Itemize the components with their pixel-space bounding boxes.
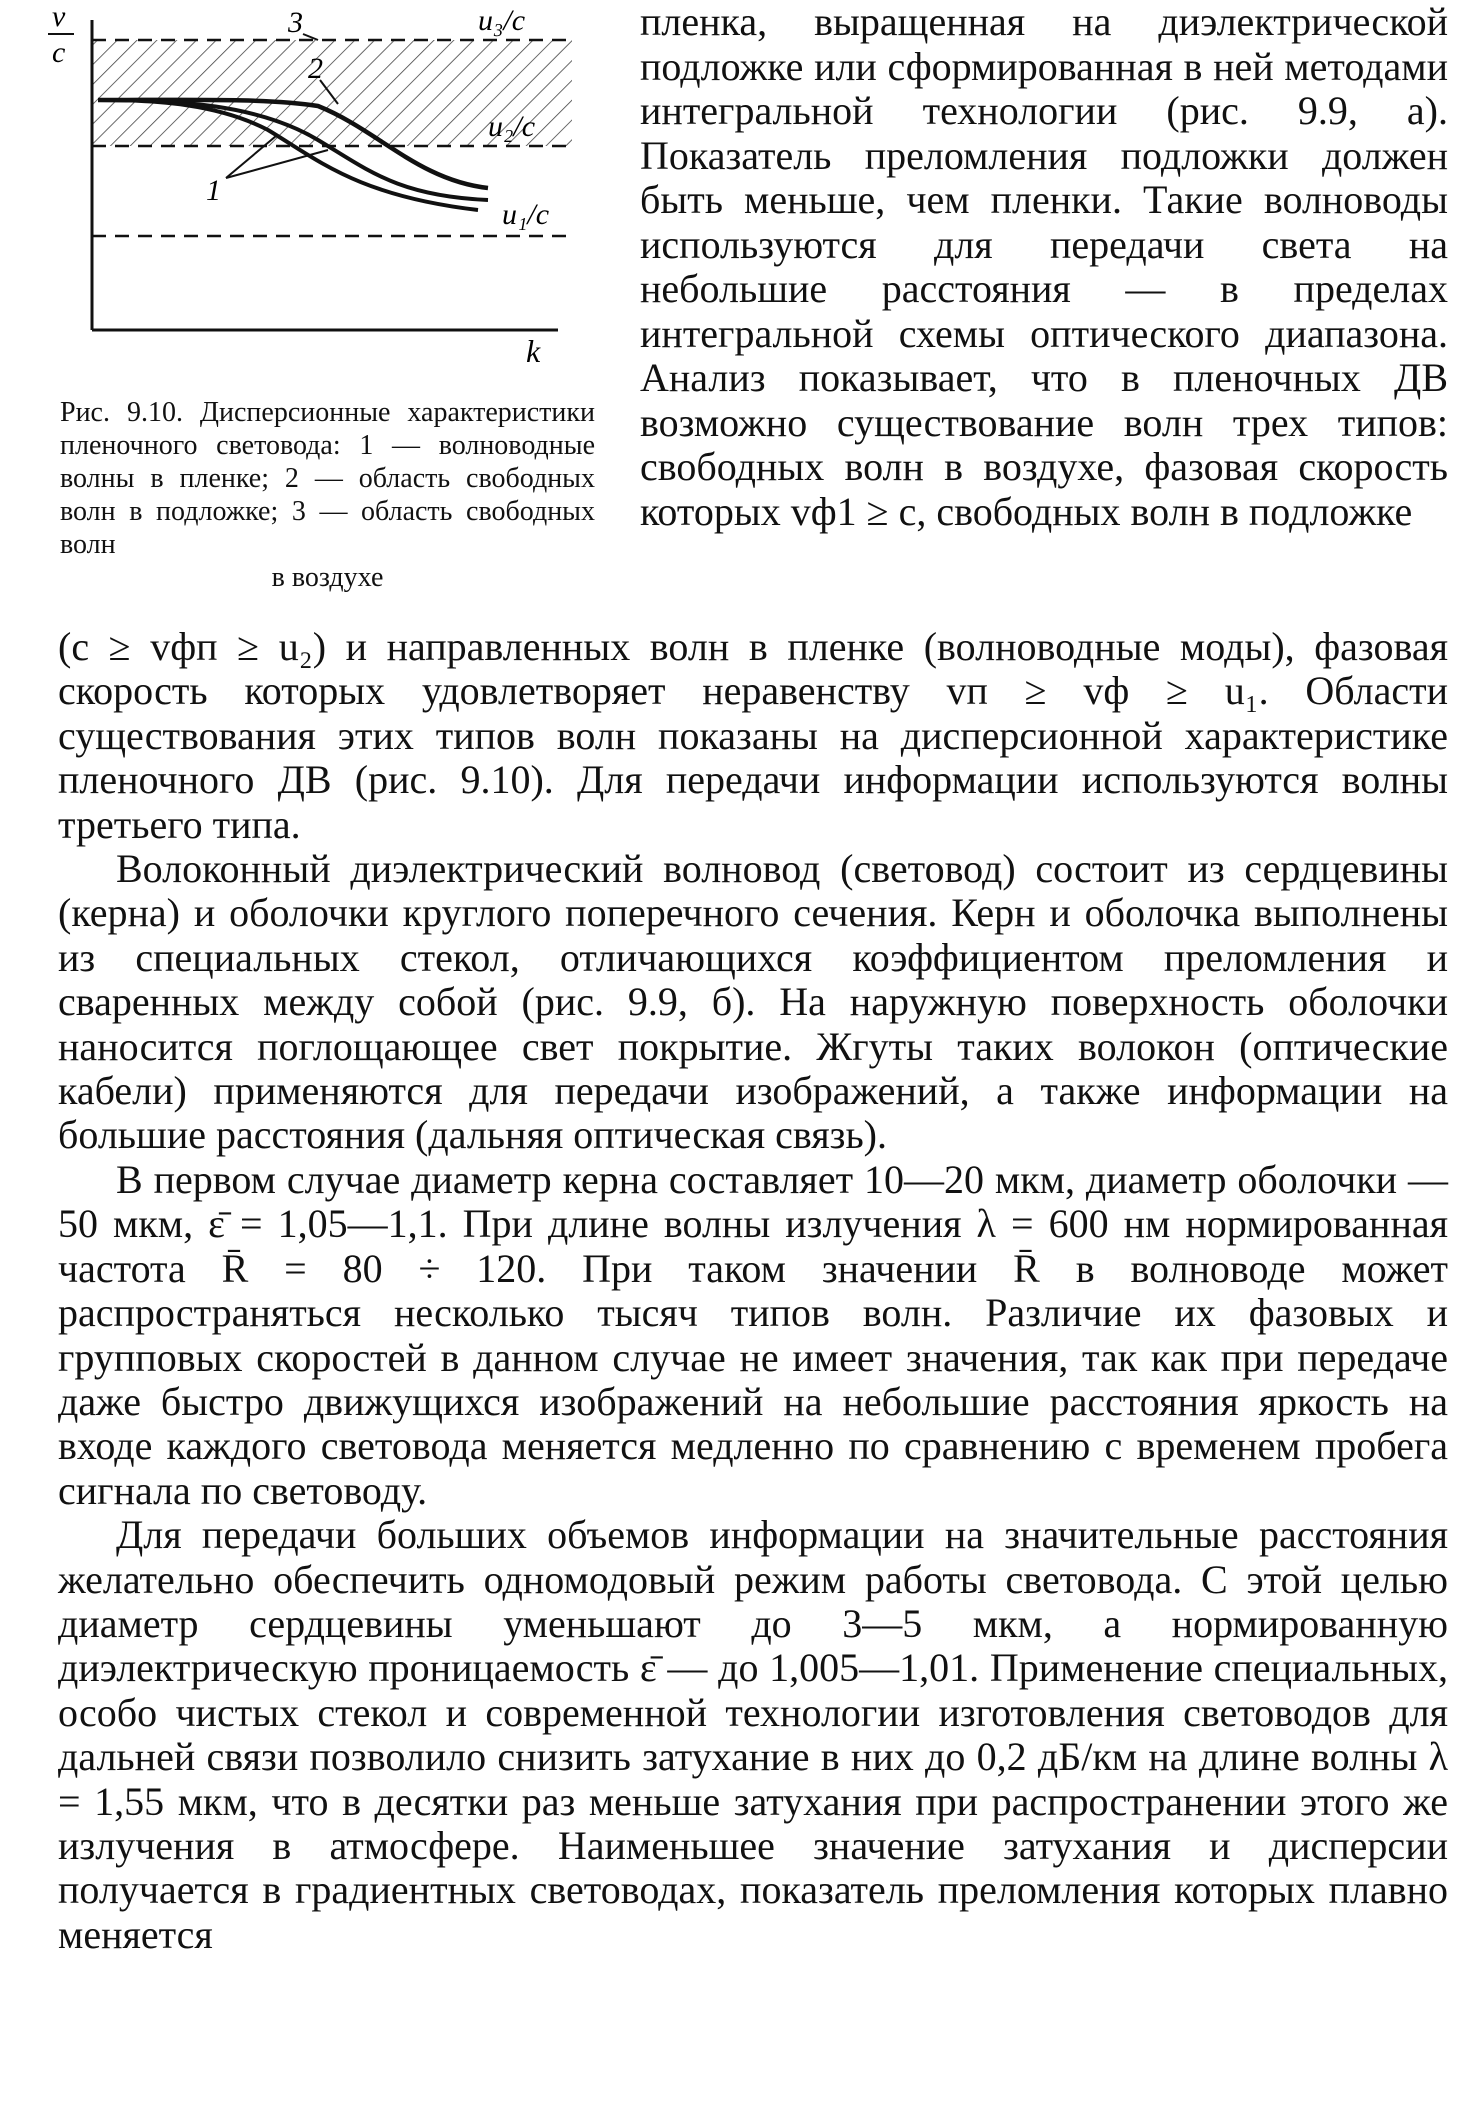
paragraph-1: (c ≥ vфп ≥ u₂) и направленных волн в пленке (волноводные моды), фазовая скорость которых удовлетворяет неравенству vп ≥ vф ≥ u₁. Области существования этих типов волн показаны на дисперсионной характеристике пленочного ДВ (рис. 9.10). Для передачи информации используются волны третьего типа.: [58, 624, 1448, 847]
label-u1: u₁/c: [502, 198, 550, 231]
label-2: 2: [308, 52, 323, 85]
paragraph-2: Волоконный диэлектрический волновод (световод) состоит из сердцевины (керна) и оболочки круглого поперечного сечения. Керн и оболочка выполнены из специальных стекол, отличающихся коэффициентом преломления и сваренных между собой (рис. 9.9, б). На наружную поверхность оболочки наносится поглощающее свет покрытие. Жгуты таких волокон (оптические кабели) применяются для передачи изображений, а также информации на большие расстояния (дальняя оптическая связь).: [58, 846, 1448, 1158]
axis-y-den: c: [52, 36, 66, 69]
axis-x-label: k: [526, 333, 541, 369]
paragraph-3: В первом случае диаметр керна составляет 10—20 мкм, диаметр оболочки — 50 мкм, ε̄ = 1,05—1,1. При длине волны излучения λ = 600 нм нормированная частота R̄ = 80 ÷ 120. При таком значении R̄ в волноводе может распространяться несколько тысяч типов волн. Различие их фазовых и групповых скоростей в данном случае не имеет значения, так как при передаче даже быстро движущихся изображений на небольшие расстояния яркость на входе каждого световода меняется медленно по сравнению с временем пробега сигнала по световоду.: [58, 1156, 1448, 1513]
label-3: 3: [288, 6, 303, 39]
caption-last-line: в воздухе: [271, 562, 384, 593]
dispersion-figure: [38, 0, 598, 380]
axis-y-num: v: [52, 0, 66, 33]
label-u3: u₃/c: [478, 4, 526, 37]
body-text: [58, 625, 1448, 1957]
paragraph-4: Для передачи больших объемов информации на значительные расстояния желательно обеспечить одномодовый режим работы световода. С этой целью диаметр сердцевины уменьшают до 3—5 мкм, а нормированную диэлектрическую проницаемость ε̄ — до 1,005—1,01. Применение специальных, особо чистых стекол и современной технологии изготовления световодов для дальней связи позволило снизить затухание в них до 0,2 дБ/км на длине волны λ = 1,55 мкм, что в десятки раз меньше затухания при распространении этого же излучения в атмосфере. Наименьшее значение затухания и дисперсии получается в градиентных световодах, показатель преломления которых плавно меняется: [58, 1512, 1448, 1957]
label-1: 1: [206, 174, 221, 207]
figure-caption: [60, 396, 595, 594]
label-u2: u₂/c: [488, 110, 536, 143]
caption-text: Рис. 9.10. Дисперсионные характеристики пленочного световода: 1 — волноводные волны в пленке; 2 — область свободных волн в подложке; 3 — область свободных волн: [60, 397, 595, 560]
right-column-text: пленка, выращенная на диэлектрической подложке или сформированная в ней методами интегральной технологии (рис. 9.9, а). Показатель преломления подложки должен быть меньше, чем пленки. Такие волноводы используются для передачи света на небольшие расстояния — в пределах интегральной схемы оптического диапазона. Анализ показывает, что в пленочных ДВ возможно существование волн трех типов: свободных волн в воздухе, фазовая скорость которых vф1 ≥ c, свободных волн в подложке: [640, 0, 1448, 534]
